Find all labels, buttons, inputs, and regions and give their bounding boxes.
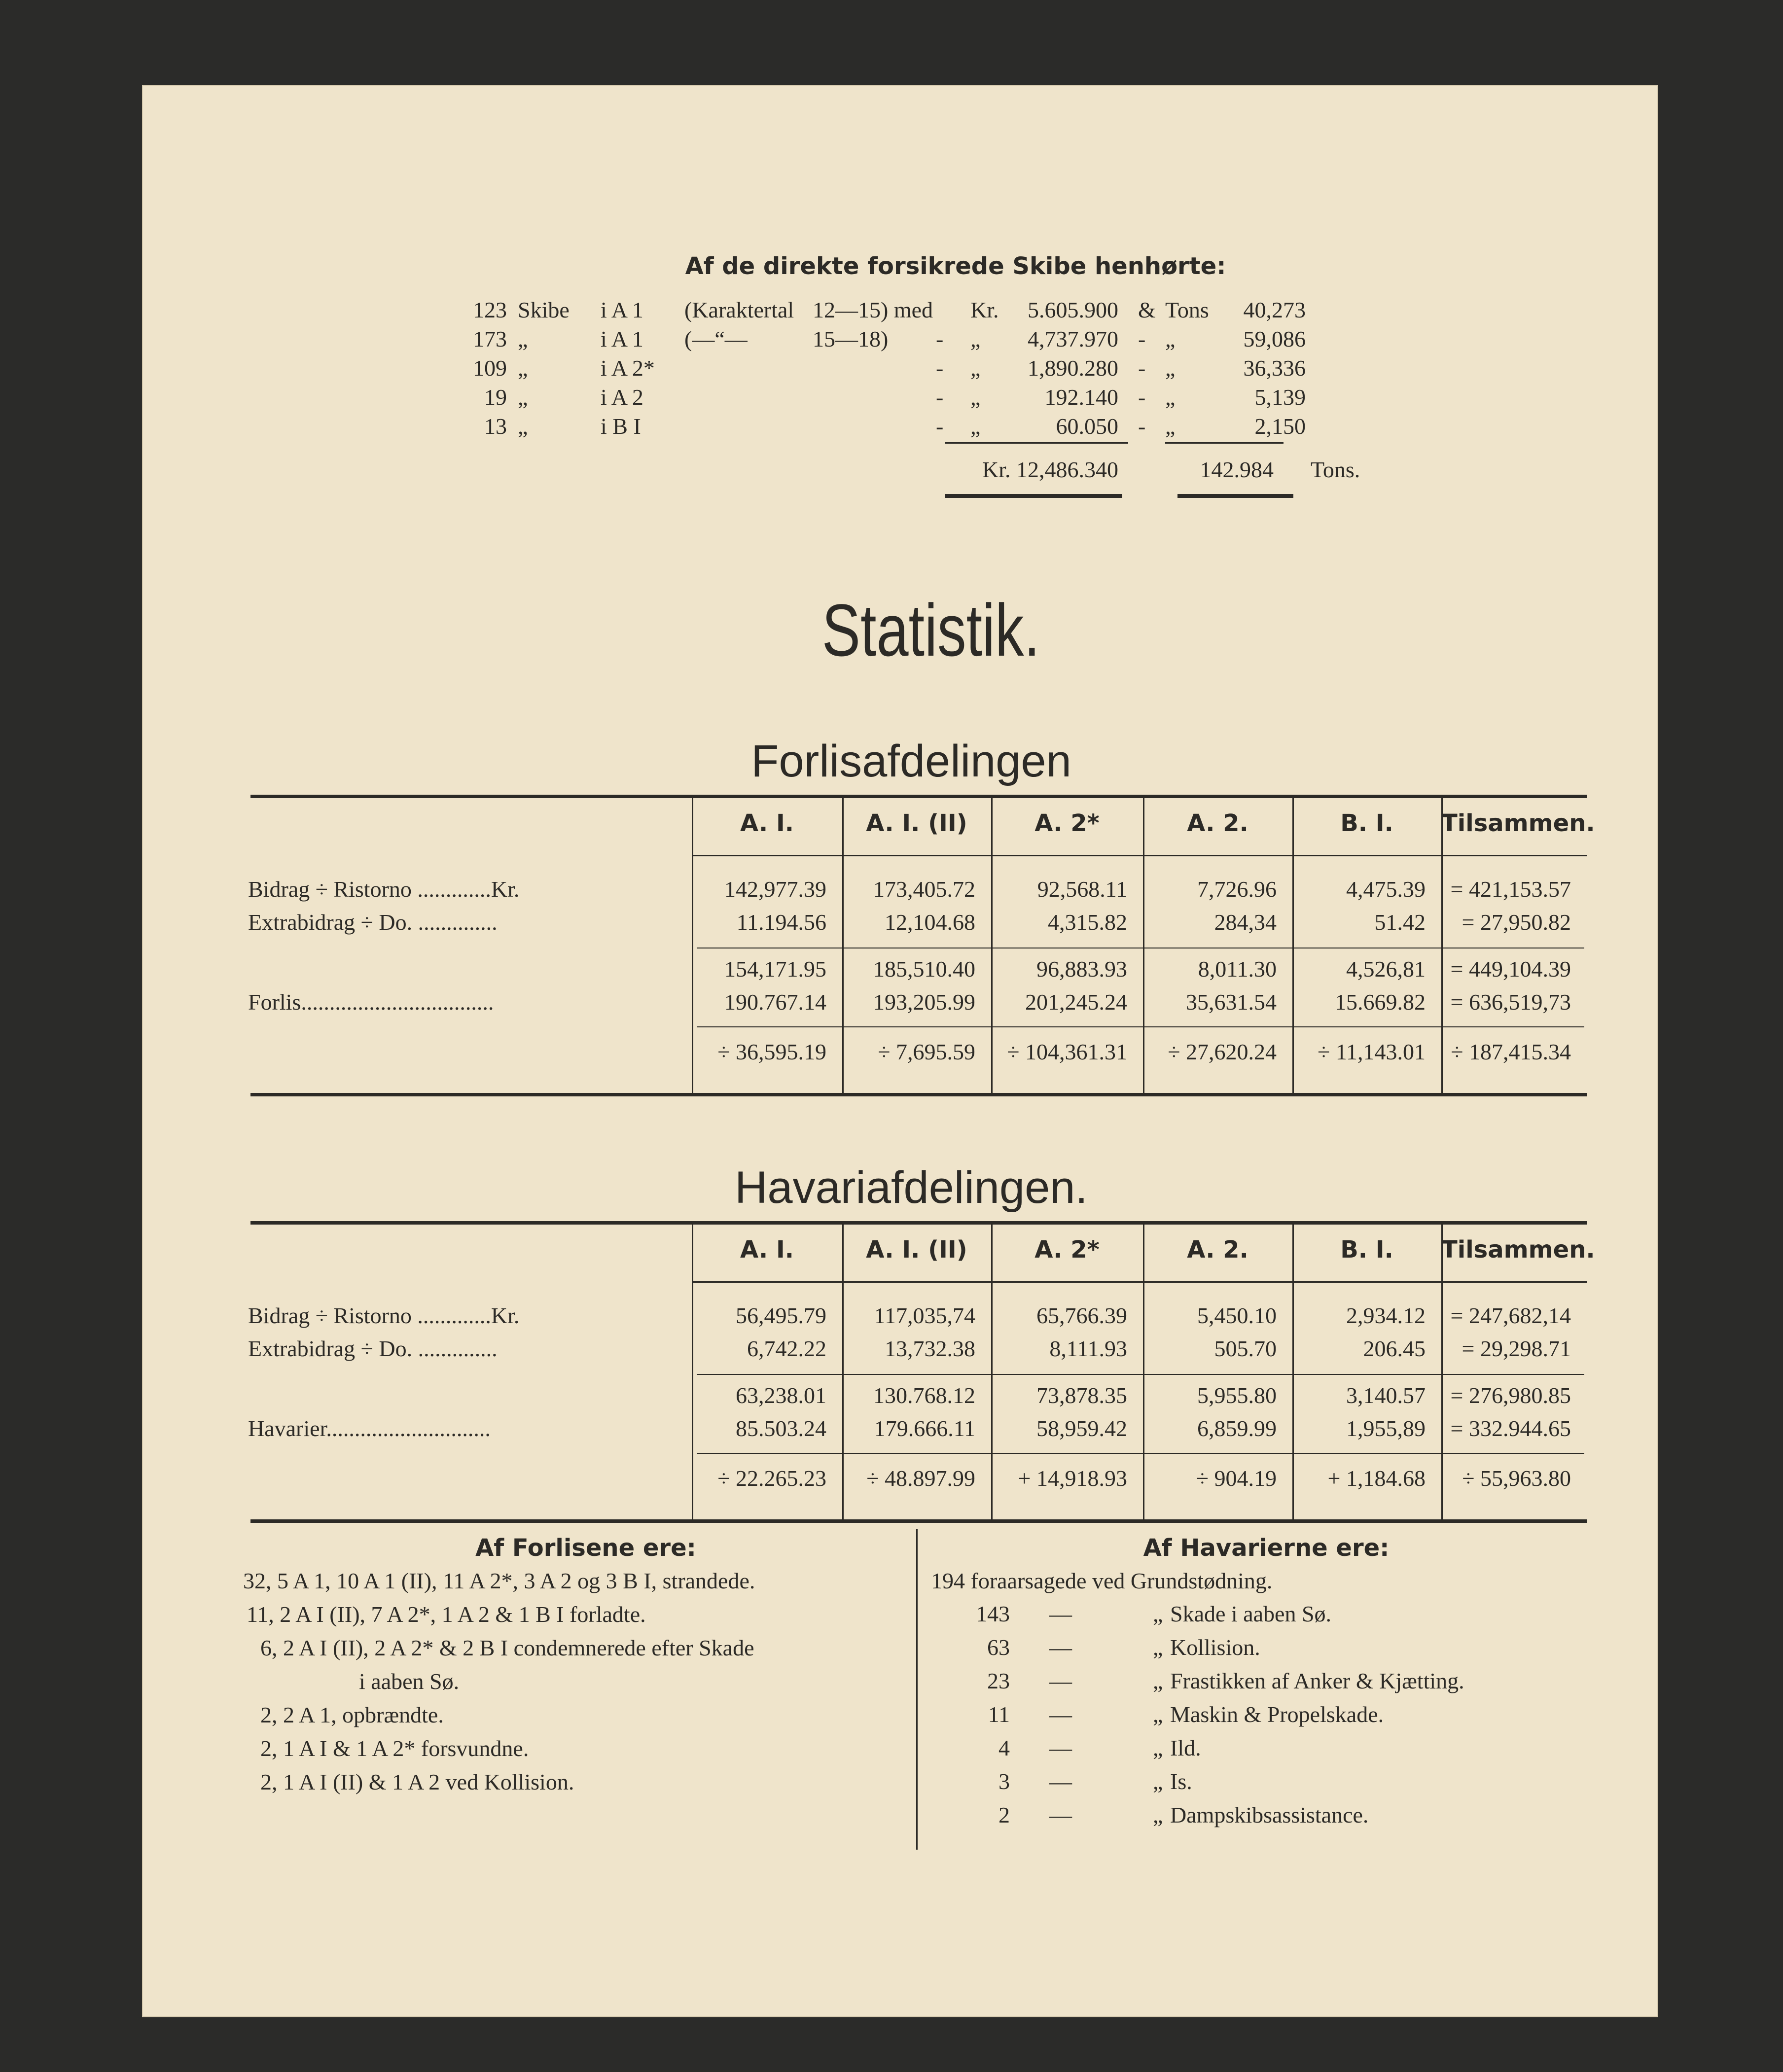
column-rule	[1143, 1221, 1144, 1519]
havari-ditto: „	[1153, 1802, 1163, 1827]
ships-cell-tons_label: „	[1165, 326, 1176, 351]
table-cell: 130.768.12	[873, 1383, 975, 1408]
column-rule	[692, 1221, 693, 1519]
ships-cell-unit: „	[518, 385, 528, 410]
header-bottom-rule	[692, 1281, 1587, 1283]
ships-cell-sep: -	[1138, 385, 1146, 410]
column-header: A. 2*	[1034, 1236, 1100, 1264]
table-cell: 11.194.56	[736, 910, 826, 935]
table-bottom-rule	[250, 1519, 1587, 1523]
ships-cell-tons_label: Tons	[1165, 297, 1209, 322]
table-cell: 56,495.79	[736, 1303, 826, 1328]
havari-dash: —	[1049, 1635, 1072, 1660]
table-cell: 58,959.42	[1036, 1416, 1127, 1441]
havari-ditto: „	[1153, 1668, 1163, 1693]
ships-cell-tons: 40,273	[1243, 297, 1306, 322]
column-rule	[1292, 795, 1294, 1093]
table-cell: 92,568.11	[1037, 877, 1127, 902]
havari-ditto: „	[1153, 1735, 1163, 1760]
table-cell: 154,171.95	[724, 956, 826, 982]
table-cell: 51.42	[1374, 910, 1426, 935]
table-cell: 2,934.12	[1346, 1303, 1426, 1328]
column-header: A. 2.	[1187, 809, 1248, 837]
table-cell: = 247,682,14	[1450, 1303, 1571, 1328]
table-cell: ÷ 7,695.59	[878, 1039, 975, 1064]
ships-cell-count: 19	[484, 385, 507, 410]
divider	[1165, 442, 1284, 444]
table-cell: 117,035,74	[874, 1303, 975, 1328]
table-cell: 284,34	[1214, 910, 1277, 935]
subtotal-rule	[697, 1026, 1584, 1027]
table-cell: 85.503.24	[736, 1416, 826, 1441]
ships-cell-cls: i B I	[601, 414, 641, 439]
ships-cell-unit: „	[518, 414, 528, 439]
column-rule	[692, 795, 693, 1093]
table-top-rule	[250, 795, 1587, 798]
column-header: A. 2*	[1034, 809, 1100, 837]
havari-ditto: „	[1153, 1702, 1163, 1727]
havari-count: 3	[998, 1769, 1010, 1794]
havari-count: 143	[976, 1601, 1010, 1626]
table-cell: 5,450.10	[1197, 1303, 1277, 1328]
havari-cause: Maskin & Propelskade.	[1170, 1702, 1384, 1727]
ships-cell-kr: „	[970, 326, 981, 351]
table-cell: ÷ 104,361.31	[1007, 1039, 1127, 1064]
table-cell: = 332.944.65	[1450, 1416, 1571, 1441]
column-header: B. I.	[1340, 809, 1393, 837]
column-header: A. I.	[740, 1236, 794, 1264]
table-cell: 173,405.72	[873, 877, 975, 902]
row-label-extrabidrag: Extrabidrag ÷ Do. ..............	[248, 910, 498, 935]
ships-cell-amount: 60.050	[1056, 414, 1118, 439]
column-rule	[1143, 795, 1144, 1093]
ships-cell-unit: Skibe	[518, 297, 570, 322]
table-cell: 4,315.82	[1048, 910, 1127, 935]
ships-total-amount: Kr. 12,486.340	[982, 457, 1118, 482]
table-cell: 12,104.68	[885, 910, 975, 935]
forlisene-line: 11, 2 A I (II), 7 A 2*, 1 A 2 & 1 B I forladte.	[247, 1602, 646, 1627]
ships-cell-count: 173	[473, 326, 507, 351]
divider	[945, 442, 1128, 444]
table-cell: 63,238.01	[736, 1383, 826, 1408]
ships-cell-tons: 36,336	[1243, 355, 1306, 381]
ships-cell-tons_label: „	[1165, 385, 1176, 410]
page-title: Statistik.	[821, 589, 1040, 671]
table-cell: 193,205.99	[873, 989, 975, 1015]
ships-cell-unit: „	[518, 355, 528, 381]
havari-dash: —	[1049, 1668, 1072, 1693]
table-cell: 5,955.80	[1197, 1383, 1277, 1408]
havarierne-heading: Af Havarierne ere:	[1143, 1534, 1390, 1562]
ships-cell-tons: 2,150	[1254, 414, 1306, 439]
ships-cell-dash: -	[936, 414, 944, 439]
column-header: A. I.	[740, 809, 794, 837]
havari-cause: Dampskibsassistance.	[1170, 1802, 1369, 1827]
ships-heading: Af de direkte forsikrede Skibe henhørte:	[685, 252, 1226, 280]
ships-cell-kr: „	[970, 355, 981, 381]
table-cell: 505.70	[1214, 1336, 1277, 1361]
row-label-result: Forlis..................................	[248, 989, 494, 1015]
forlisene-line: 32, 5 A 1, 10 A 1 (II), 11 A 2*, 3 A 2 og 3 B I, strandede.	[243, 1568, 755, 1593]
forlisene-line: 6, 2 A I (II), 2 A 2* & 2 B I condemnerede efter Skade	[260, 1635, 754, 1660]
ships-cell-dash: -	[936, 355, 944, 381]
ships-cell-kr: „	[970, 414, 981, 439]
table-cell: 6,859.99	[1197, 1416, 1277, 1441]
column-divider	[916, 1529, 918, 1850]
table-cell: 6,742.22	[747, 1336, 826, 1361]
havari-dash: —	[1049, 1601, 1072, 1626]
ships-cell-kr: Kr.	[970, 297, 999, 322]
havari-dash: —	[1049, 1702, 1072, 1727]
section-title: Havariafdelingen.	[734, 1162, 1088, 1213]
table-cell: 7,726.96	[1197, 877, 1277, 902]
ships-cell-tons: 5,139	[1254, 385, 1306, 410]
column-header: B. I.	[1340, 1236, 1393, 1264]
forlisene-heading: Af Forlisene ere:	[475, 1534, 696, 1562]
ships-tons-word: Tons.	[1311, 457, 1360, 482]
ships-cell-range: 15—18)	[813, 326, 889, 351]
column-rule	[1441, 795, 1443, 1093]
table-cell: 4,526,81	[1346, 956, 1426, 982]
table-cell: 15.669.82	[1335, 989, 1426, 1015]
column-header: A. I. (II)	[866, 809, 967, 837]
table-cell: = 421,153.57	[1450, 877, 1571, 902]
forlisene-line: 2, 1 A I (II) & 1 A 2 ved Kollision.	[260, 1769, 574, 1794]
havari-dash: —	[1049, 1769, 1072, 1794]
table-cell: = 27,950.82	[1462, 910, 1571, 935]
ships-cell-cls: i A 2*	[601, 355, 655, 381]
divider	[1177, 494, 1293, 498]
column-rule	[991, 1221, 993, 1519]
table-cell: 185,510.40	[873, 956, 975, 982]
section-title: Forlisafdelingen	[751, 736, 1071, 786]
document-page	[142, 85, 1658, 2017]
table-cell: 8,111.93	[1049, 1336, 1127, 1361]
havari-count: 23	[987, 1668, 1010, 1693]
table-cell: + 1,184.68	[1327, 1466, 1426, 1491]
ships-cell-range: 12—15) med	[813, 297, 933, 322]
subtotal-rule	[697, 1374, 1584, 1375]
ships-total-tons: 142.984	[1200, 457, 1274, 482]
table-cell: = 449,104.39	[1450, 956, 1571, 982]
table-cell: ÷ 904.19	[1196, 1466, 1277, 1491]
column-header: A. 2.	[1187, 1236, 1248, 1264]
table-cell: 8,011.30	[1198, 956, 1277, 982]
table-cell: ÷ 48.897.99	[866, 1466, 975, 1491]
column-header: A. I. (II)	[866, 1236, 967, 1264]
table-cell: 3,140.57	[1346, 1383, 1426, 1408]
table-cell: 73,878.35	[1036, 1383, 1127, 1408]
column-rule	[842, 1221, 844, 1519]
ships-cell-sep: -	[1138, 414, 1146, 439]
column-rule	[842, 795, 844, 1093]
havari-dash: —	[1049, 1802, 1072, 1827]
table-cell: 35,631.54	[1186, 989, 1277, 1015]
divider	[945, 494, 1122, 498]
table-cell: ÷ 36,595.19	[717, 1039, 826, 1064]
ships-cell-count: 123	[473, 297, 507, 322]
table-cell: 13,732.38	[885, 1336, 975, 1361]
ships-cell-amount: 192.140	[1044, 385, 1118, 410]
row-label-extrabidrag: Extrabidrag ÷ Do. ..............	[248, 1336, 498, 1361]
havari-ditto: „	[1153, 1601, 1163, 1626]
table-cell: 201,245.24	[1025, 989, 1127, 1015]
havari-count: 11	[988, 1702, 1010, 1727]
table-cell: 96,883.93	[1036, 956, 1127, 982]
table-cell: ÷ 187,415.34	[1451, 1039, 1571, 1064]
table-cell: 4,475.39	[1346, 877, 1426, 902]
ships-cell-cls: i A 1	[601, 297, 643, 322]
ships-cell-cls: i A 2	[601, 385, 643, 410]
table-cell: ÷ 27,620.24	[1168, 1039, 1277, 1064]
havari-cause: Ild.	[1170, 1735, 1201, 1760]
ships-cell-amount: 5.605.900	[1028, 297, 1118, 322]
table-cell: 142,977.39	[724, 877, 826, 902]
ships-cell-note: (Karaktertal	[684, 297, 794, 322]
table-cell: 206.45	[1363, 1336, 1426, 1361]
ships-cell-note: (—“—	[684, 326, 748, 351]
ships-cell-amount: 4,737.970	[1028, 326, 1118, 351]
table-cell: = 636,519,73	[1450, 989, 1571, 1015]
column-header: Tilsammen.	[1441, 1236, 1595, 1264]
ships-cell-unit: „	[518, 326, 528, 351]
ships-cell-tons: 59,086	[1243, 326, 1306, 351]
table-cell: 1,955,89	[1346, 1416, 1426, 1441]
havari-ditto: „	[1153, 1769, 1163, 1794]
table-cell: 179.666.11	[874, 1416, 975, 1441]
forlisene-line: 2, 1 A I & 1 A 2* forsvundne.	[260, 1736, 529, 1761]
havari-dash: —	[1049, 1735, 1072, 1760]
ships-cell-tons_label: „	[1165, 355, 1176, 381]
row-label-result: Havarier.............................	[248, 1416, 491, 1441]
table-cell: = 276,980.85	[1450, 1383, 1571, 1408]
havari-ditto: „	[1153, 1635, 1163, 1660]
havari-count: 2	[998, 1802, 1010, 1827]
table-cell: 190.767.14	[724, 989, 826, 1015]
ships-cell-dash: -	[936, 385, 944, 410]
column-header: Tilsammen.	[1441, 809, 1595, 837]
forlisene-line: i aaben Sø.	[359, 1669, 460, 1694]
forlisene-line: 2, 2 A 1, opbrændte.	[260, 1702, 444, 1727]
havari-cause: Frastikken af Anker & Kjætting.	[1170, 1668, 1464, 1693]
havari-cause: Skade i aaben Sø.	[1170, 1601, 1332, 1626]
table-cell: ÷ 22.265.23	[717, 1466, 826, 1491]
ships-cell-count: 13	[484, 414, 507, 439]
ships-cell-cls: i A 1	[601, 326, 643, 351]
ships-cell-count: 109	[473, 355, 507, 381]
column-rule	[1441, 1221, 1443, 1519]
column-rule	[1292, 1221, 1294, 1519]
table-bottom-rule	[250, 1093, 1587, 1096]
ships-cell-sep: -	[1138, 326, 1146, 351]
havari-count: 4	[998, 1735, 1010, 1760]
table-cell: 65,766.39	[1036, 1303, 1127, 1328]
ships-cell-sep: -	[1138, 355, 1146, 381]
havari-cause: Kollision.	[1170, 1635, 1260, 1660]
subtotal-rule	[697, 1453, 1584, 1454]
ships-cell-amount: 1,890.280	[1028, 355, 1118, 381]
table-cell: + 14,918.93	[1018, 1466, 1127, 1491]
table-top-rule	[250, 1221, 1587, 1225]
havari-count: 63	[987, 1635, 1010, 1660]
table-cell: ÷ 55,963.80	[1462, 1466, 1571, 1491]
ships-cell-sep: &	[1138, 297, 1156, 322]
ships-cell-tons_label: „	[1165, 414, 1176, 439]
header-bottom-rule	[692, 855, 1587, 856]
havari-cause: Is.	[1170, 1769, 1192, 1794]
table-cell: = 29,298.71	[1462, 1336, 1571, 1361]
column-rule	[991, 795, 993, 1093]
table-cell: ÷ 11,143.01	[1317, 1039, 1426, 1064]
ships-cell-kr: „	[970, 385, 981, 410]
ships-cell-dash: -	[936, 326, 944, 351]
row-label-bidrag: Bidrag ÷ Ristorno .............Kr.	[248, 1303, 520, 1328]
havarierne-first-line: 194 foraarsagede ved Grundstødning.	[931, 1568, 1273, 1593]
row-label-bidrag: Bidrag ÷ Ristorno .............Kr.	[248, 877, 520, 902]
